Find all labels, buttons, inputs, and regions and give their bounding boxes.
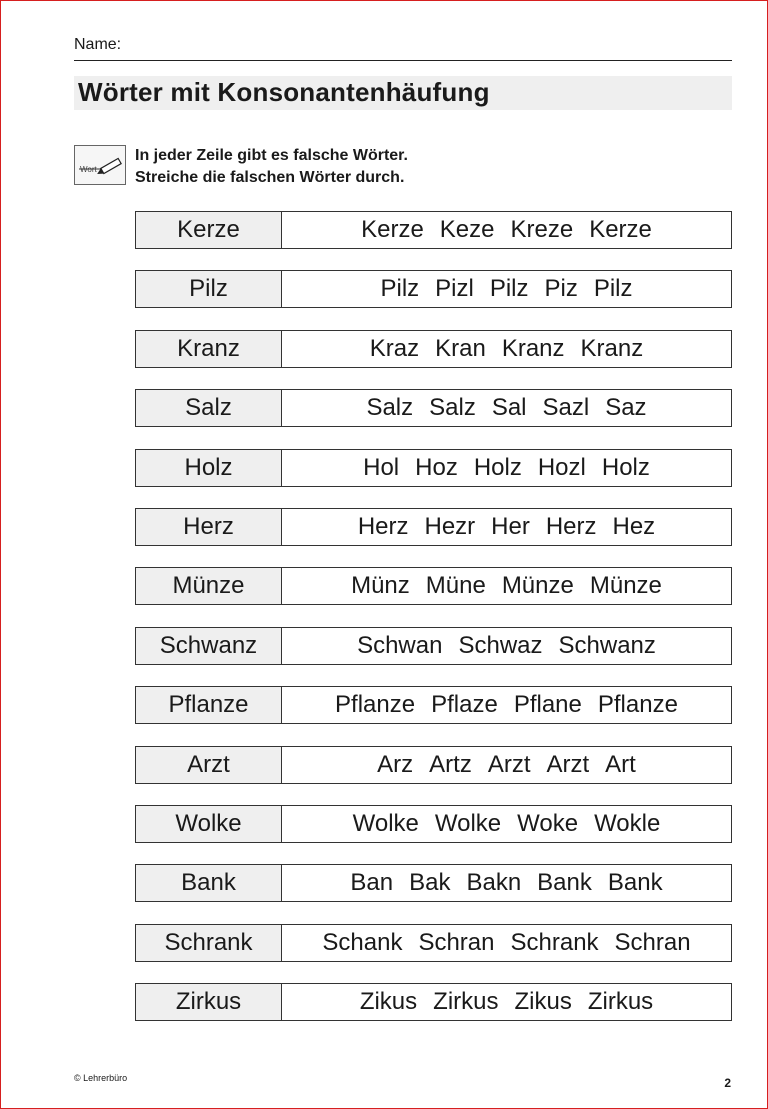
exercise-row	[135, 746, 732, 784]
word-choice[interactable]: Pilz	[489, 275, 529, 303]
word-choice[interactable]: Woke	[517, 809, 579, 837]
copyright: © Lehrerbüro	[74, 1073, 128, 1083]
word-choices	[282, 628, 731, 664]
target-word: Wolke	[136, 806, 282, 842]
word-choice[interactable]: Schwanz	[558, 631, 656, 659]
word-choice[interactable]: Zikus	[359, 988, 418, 1016]
target-word: Holz	[136, 450, 282, 486]
page-title: Wörter mit Konsonantenhäufung	[78, 77, 490, 107]
word-choice[interactable]: Münz	[351, 572, 410, 600]
title-bar	[74, 76, 732, 110]
target-word: Schwanz	[136, 628, 282, 664]
exercise-row	[135, 389, 732, 427]
word-choice[interactable]: Pilz	[380, 275, 420, 303]
word-choice[interactable]: Bank	[537, 869, 592, 897]
word-choice[interactable]: Hozl	[537, 453, 586, 481]
word-choice[interactable]: Salz	[366, 394, 414, 422]
word-choices	[282, 925, 731, 961]
word-choice[interactable]: Pizl	[435, 275, 474, 303]
target-word: Arzt	[136, 747, 282, 783]
word-choice[interactable]: Zikus	[514, 988, 572, 1016]
exercise-rows	[135, 211, 732, 1042]
word-choice[interactable]: Saz	[605, 394, 647, 422]
word-choice[interactable]: Kerze	[361, 216, 424, 243]
word-choices	[282, 747, 731, 783]
word-choice[interactable]: Pflaze	[431, 691, 498, 719]
word-choices	[282, 568, 731, 604]
exercise-row	[135, 805, 732, 843]
word-choice[interactable]: Wokle	[594, 809, 661, 837]
word-choice[interactable]: Arzt	[487, 750, 531, 778]
word-choice[interactable]: Kerze	[589, 216, 652, 243]
word-choice[interactable]: Hez	[612, 512, 656, 540]
word-choice[interactable]: Schank	[322, 928, 403, 956]
word-choices	[282, 687, 731, 723]
word-choices	[282, 390, 731, 426]
word-choice[interactable]: Bakn	[466, 869, 522, 897]
word-choices	[282, 509, 731, 545]
word-choice[interactable]: Pilz	[593, 275, 633, 303]
word-choices	[282, 271, 731, 307]
word-choice[interactable]: Pflanze	[335, 691, 416, 719]
word-choice[interactable]: Schran	[614, 928, 691, 956]
word-choice[interactable]: Herz	[545, 512, 597, 540]
instruction-line-2: Streiche die falschen Wörter durch.	[135, 169, 405, 186]
word-choice[interactable]: Kranz	[580, 334, 644, 362]
word-choice[interactable]: Piz	[544, 275, 578, 303]
word-choices	[282, 450, 731, 486]
exercise-row	[135, 686, 732, 724]
word-choice[interactable]: Artz	[429, 750, 472, 778]
word-choice[interactable]: Schrank	[510, 928, 599, 956]
name-line	[74, 36, 732, 61]
word-choice[interactable]: Herz	[357, 512, 409, 540]
word-choice[interactable]: Wolke	[434, 809, 502, 837]
word-choice[interactable]: Holz	[473, 453, 522, 481]
word-choice[interactable]: Ban	[350, 869, 394, 897]
word-choice[interactable]: Sal	[491, 394, 527, 422]
exercise-row	[135, 567, 732, 605]
target-word: Bank	[136, 865, 282, 901]
exercise-row	[135, 449, 732, 487]
word-choice[interactable]: Art	[605, 750, 636, 778]
exercise-row	[135, 924, 732, 962]
word-choice[interactable]: Sazl	[542, 394, 590, 422]
word-choices	[282, 331, 731, 367]
target-word: Salz	[136, 390, 282, 426]
target-word: Herz	[136, 509, 282, 545]
word-choice[interactable]: Zirkus	[433, 988, 499, 1016]
word-choice[interactable]: Salz	[429, 394, 476, 422]
word-choices	[282, 212, 731, 248]
pencil-strike-icon	[74, 145, 126, 185]
word-choice[interactable]: Hezr	[424, 512, 476, 540]
word-choice[interactable]: Münze	[589, 572, 662, 600]
word-choices	[282, 865, 731, 901]
word-choice[interactable]: Wolke	[352, 809, 419, 837]
word-choice[interactable]: Arz	[377, 750, 414, 778]
word-choice[interactable]: Her	[491, 512, 530, 540]
word-choice[interactable]: Müne	[425, 572, 486, 600]
word-choice[interactable]: Bank	[607, 869, 663, 897]
word-choice[interactable]: Kranz	[501, 334, 565, 362]
word-choice[interactable]: Kraz	[369, 334, 420, 362]
word-choice[interactable]: Schwaz	[458, 631, 543, 659]
exercise-row	[135, 983, 732, 1021]
word-choice[interactable]: Schwan	[357, 631, 443, 659]
word-choice[interactable]: Kreze	[510, 216, 574, 243]
name-label: Name:	[74, 36, 122, 53]
word-choice[interactable]: Münze	[501, 572, 574, 600]
target-word: Kerze	[136, 212, 282, 248]
exercise-row	[135, 508, 732, 546]
word-choice[interactable]: Zirkus	[587, 988, 654, 1016]
page-number: 2	[724, 1076, 731, 1090]
exercise-row	[135, 864, 732, 902]
word-choices	[282, 806, 731, 842]
word-choices	[282, 984, 731, 1020]
icon-word: Wort	[80, 165, 97, 174]
word-choice[interactable]: Pflane	[513, 691, 582, 719]
word-choice[interactable]: Hol	[363, 453, 400, 481]
exercise-row	[135, 270, 732, 308]
word-choice[interactable]: Holz	[601, 453, 650, 481]
exercise-row	[135, 211, 732, 249]
target-word: Pflanze	[136, 687, 282, 723]
word-choice[interactable]: Hoz	[415, 453, 458, 481]
exercise-row	[135, 330, 732, 368]
target-word: Zirkus	[136, 984, 282, 1020]
target-word: Kranz	[136, 331, 282, 367]
word-choice[interactable]: Pflanze	[597, 691, 678, 719]
word-choice[interactable]: Bak	[409, 869, 451, 897]
word-choice[interactable]: Schran	[418, 928, 495, 956]
exercise-row	[135, 627, 732, 665]
instruction-line-1: In jeder Zeile gibt es falsche Wörter.	[135, 147, 408, 164]
word-choice[interactable]: Arzt	[546, 750, 590, 778]
target-word: Münze	[136, 568, 282, 604]
word-choice[interactable]: Keze	[439, 216, 495, 243]
instructions	[135, 145, 408, 189]
word-choice[interactable]: Kran	[435, 334, 486, 362]
target-word: Schrank	[136, 925, 282, 961]
target-word: Pilz	[136, 271, 282, 307]
